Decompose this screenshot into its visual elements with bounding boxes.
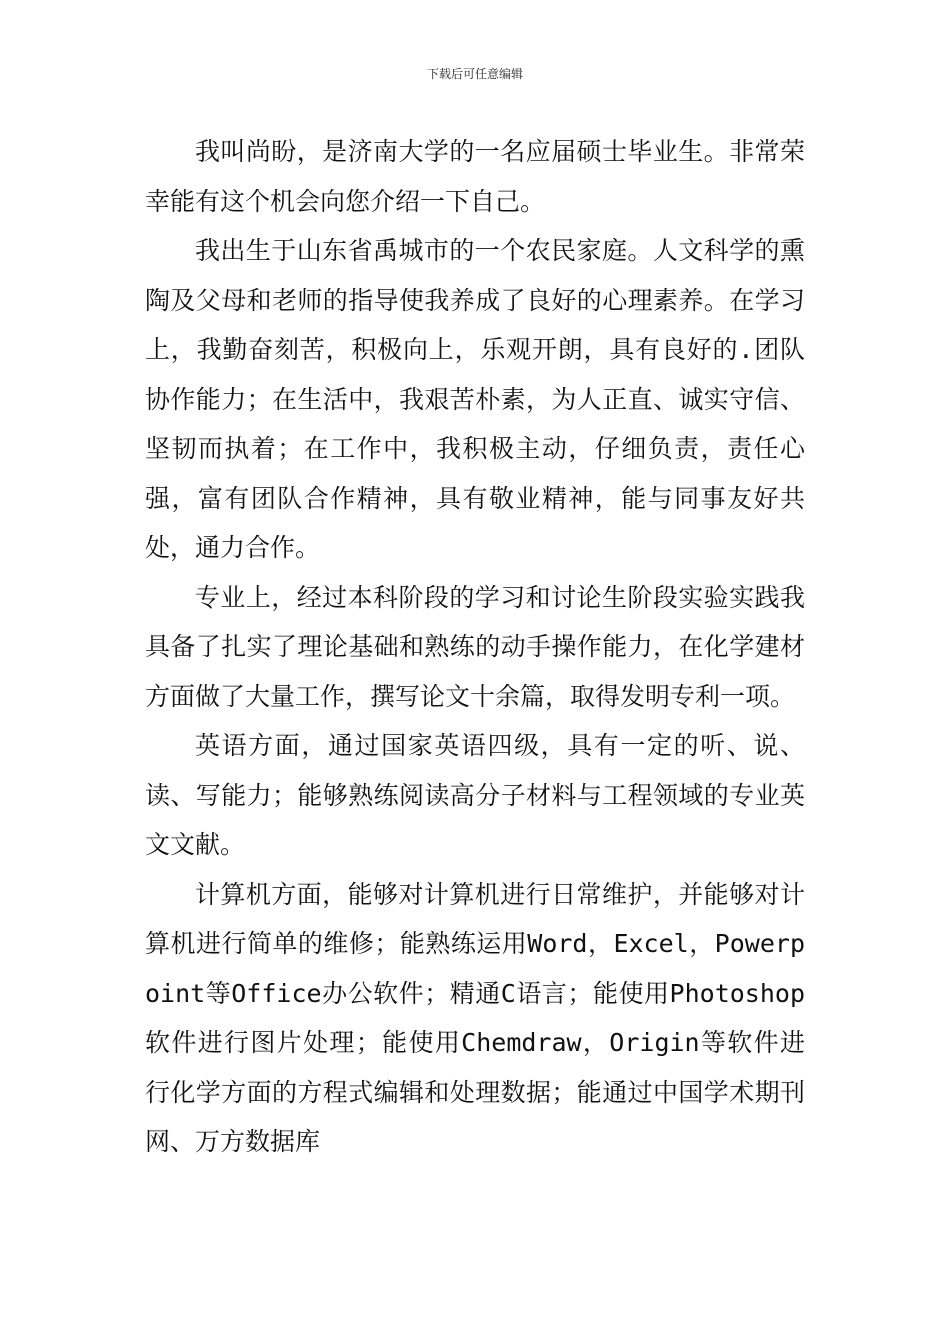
paragraph-major: 专业上，经过本科阶段的学习和讨论生阶段实验实践我具备了扎实了理论基础和熟练的动手操作能力，在化学建材方面做了大量工作，撰写论文十余篇，取得发明专利一项。 xyxy=(145,582,805,711)
paragraph-english: 英语方面，通过国家英语四级，具有一定的听、说、读、写能力；能够熟练阅读高分子材料与工程领域的专业英文文献。 xyxy=(145,731,805,859)
paragraph-computer: 计算机方面，能够对计算机进行日常维护，并能够对计算机进行简单的维修；能熟练运用Word，Excel，Powerpoint等Office办公软件；精通C语言；能使用Photoshop软件进行图片处理；能使用Chemdraw，Origin等软件进行化学方面的方程式编辑和处理数据；能通过中国学术期刊网、万方数据库 xyxy=(145,879,805,1156)
document-body xyxy=(145,127,805,1167)
page-header: 下载后可任意编辑 xyxy=(426,67,523,81)
paragraph-background: 我出生于山东省禹城市的一个农民家庭。人文科学的熏陶及父母和老师的指导使我养成了良好的心理素养。在学习上，我勤奋刻苦，积极向上，乐观开朗，具有良好的.团队协作能力；在生活中，我艰苦朴素，为人正直、诚实守信、坚韧而执着；在工作中，我积极主动，仔细负责，责任心强，富有团队合作精神，具有敬业精神，能与同事友好共处，通力合作。 xyxy=(145,236,805,562)
paragraph-introduction: 我叫尚盼，是济南大学的一名应届硕士毕业生。非常荣幸能有这个机会向您介绍一下自己。 xyxy=(145,137,805,216)
